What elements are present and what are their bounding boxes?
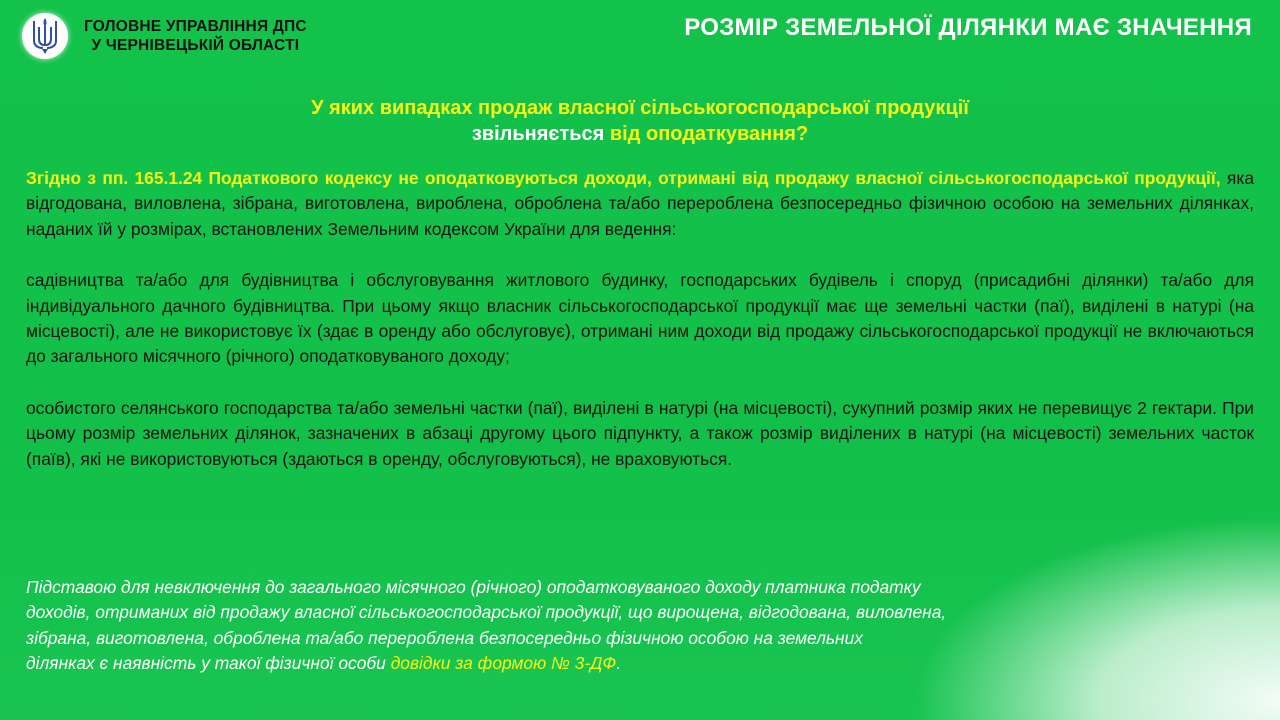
question-line2	[0, 121, 1280, 147]
main-content	[26, 166, 1254, 472]
paragraph-legal-basis	[26, 166, 1254, 242]
organization-header	[22, 10, 307, 62]
paragraph-spacer	[26, 370, 1254, 396]
question-line1: У яких випадках продаж власної сільськогосподарської продукції	[311, 97, 969, 119]
note-line3: зібрана, виготовлена, оброблена та/або перероблена безпосередньо фізичною особою на земельних	[26, 627, 863, 648]
organization-name	[84, 17, 307, 55]
trident-icon	[22, 13, 68, 59]
note-line4-end: .	[616, 653, 622, 674]
question-line2-yellow: від оподаткування?	[604, 123, 809, 145]
note-block	[26, 575, 1206, 677]
paragraph-gardening: садівництва та/або для будівництва і обслуговування житлового будинку, господарських будівель і споруд (присадибні ділянки) та/або для індивідуального дачного будівництва. При цьому якщо власник сільськогосподарської продукції має ще земельні частки (паї), виділені в натурі (на місцевості), але не використовує їх (здає в оренду або обслуговує), отримані ним доходи від продажу сільськогосподарської продукції не включаються до загального місячного (річного) оподатковуваного доходу;	[26, 270, 1254, 367]
slide-title: РОЗМІР ЗЕМЕЛЬНОЇ ДІЛЯНКИ МАЄ ЗНАЧЕННЯ	[684, 14, 1252, 41]
paragraph-spacer	[26, 242, 1254, 268]
organization-name-line1: ГОЛОВНЕ УПРАВЛІННЯ ДПС	[84, 18, 307, 35]
note-line2: доходів, отриманих від продажу власної сільськогосподарської продукції, що вирощена, відгодована, виловлена,	[26, 602, 947, 623]
paragraph-peasant-farm: особистого селянського господарства та/або земельні частки (паї), виділені в натурі (на місцевості), сукупний розмір яких не перевищує 2 гектари. При цьому розмір земельних ділянок, зазначених в абзаці другому цього підпункту, а також розмір виділених в натурі (на місцевості) земельних часток (паїв), які не використовуються (здаються в оренду, обслуговуються), не враховуються.	[26, 397, 1254, 469]
question-line2-white: звільняється	[471, 123, 605, 145]
organization-name-line2: У ЧЕРНІВЕЦЬКІЙ ОБЛАСТІ	[91, 37, 300, 54]
paragraph-legal-basis-lead: Згідно з пп. 165.1.24 Податкового кодексу не оподатковуються доходи, отримані від продажу власної сільськогосподарської продукції,	[26, 168, 1221, 188]
note-line4-start: ділянках є наявність у такої фізичної особи	[26, 653, 391, 674]
note-form-reference: довідки за формою № 3-ДФ	[390, 653, 617, 674]
question-heading	[0, 95, 1280, 147]
note-line4	[26, 651, 1206, 676]
paragraph-legal-basis-rest: яка відгодована, виловлена, зібрана, виготовлена, вироблена, оброблена та/або перероблена безпосередньо фізичною особою на земельних ділянках, наданих їй у розмірах, встановлених Земельним кодексом України для ведення:	[26, 168, 1254, 239]
note-line1: Підставою для невключення до загального місячного (річного) оподатковуваного доходу платника податку	[26, 577, 921, 597]
